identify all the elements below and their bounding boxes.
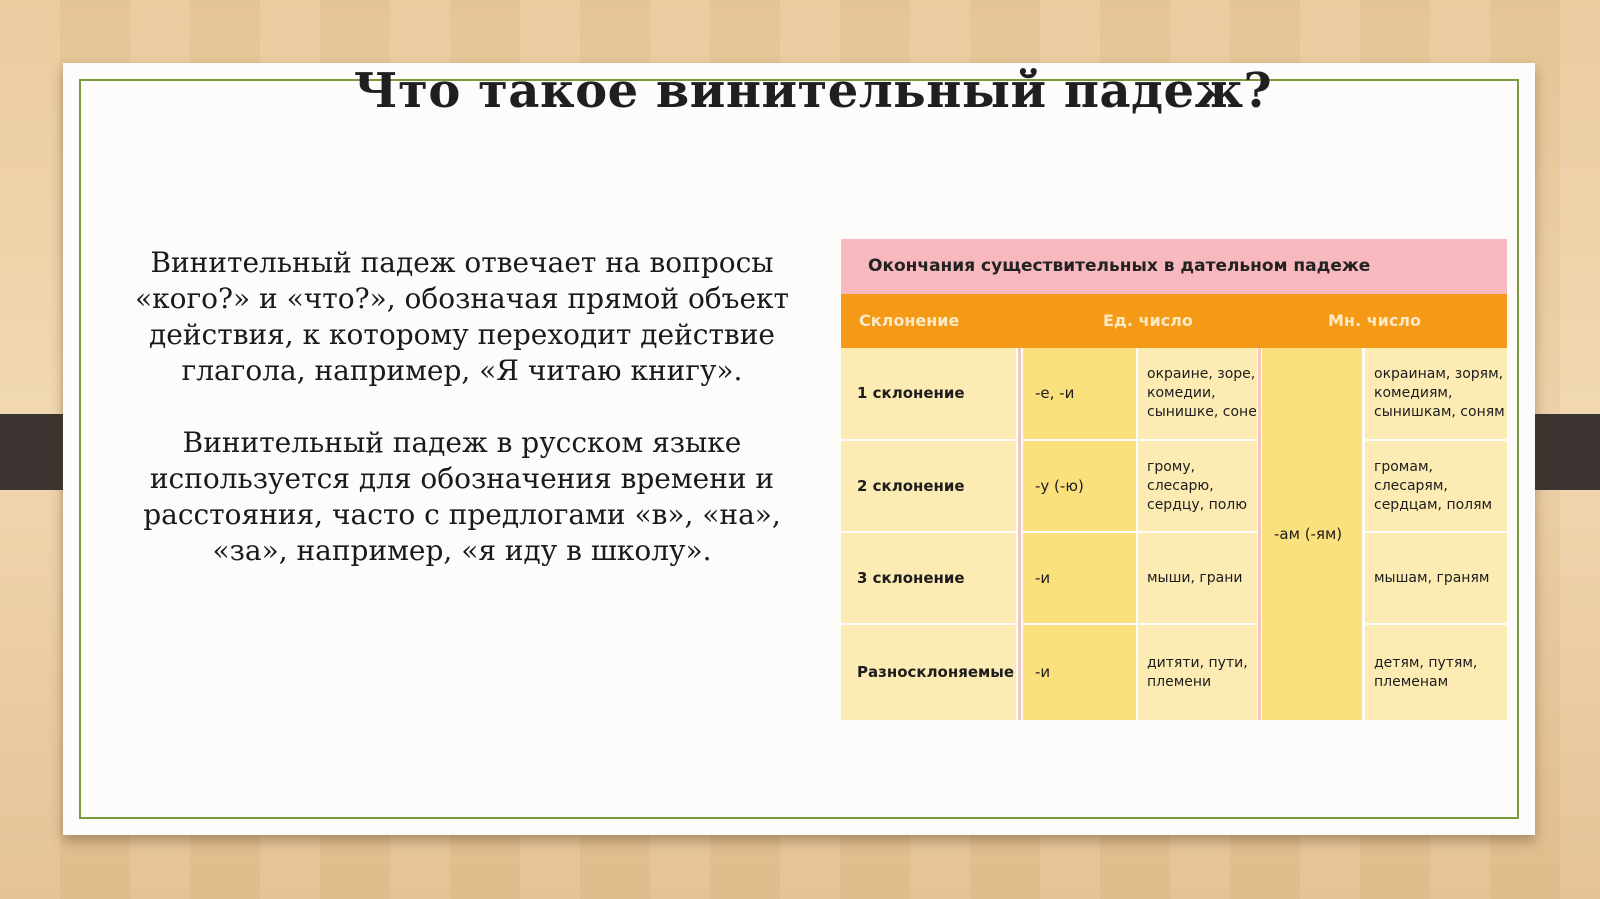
column-header-plural: Мн. число [1328, 311, 1422, 330]
row-3-declension: 3 склонение [841, 533, 1016, 623]
row-1-examples-plural: окраинам, зорям, комедиям, сынишкам, соням [1365, 348, 1507, 439]
column-header-singular: Ед. число [1103, 311, 1193, 330]
endings-table [841, 239, 1507, 720]
column-divider [1258, 348, 1261, 720]
table-column-headers [841, 294, 1507, 348]
row-4-examples-singular: дитяти, пути, племени [1138, 625, 1257, 720]
row-2-examples-plural: громам, слесарям, сердцам, полям [1365, 441, 1507, 531]
slide-card [63, 63, 1535, 835]
row-2-declension: 2 склонение [841, 441, 1016, 531]
row-3-ending: -и [1023, 533, 1136, 623]
paragraph-accusative-questions: Винительный падеж отвечает на вопросы «кого?» и «что?», обозначая прямой объект действия, к которому переходит действие глагола, например, «Я читаю книгу». [134, 246, 790, 387]
slide-title: Что такое винительный падеж? [353, 63, 1273, 119]
plural-ending-merged: -ам (-ям) [1262, 348, 1362, 720]
paragraph-accusative-usage: Винительный падеж в русском языке используется для обозначения времени и расстояния, часто с предлогами «в», «на», «за», например, «я иду в школу». [143, 426, 781, 567]
column-header-declension: Склонение [859, 311, 960, 330]
row-2-ending: -у (-ю) [1023, 441, 1136, 531]
row-1-declension: 1 склонение [841, 348, 1016, 439]
row-4-ending: -и [1023, 625, 1136, 720]
column-divider [1018, 348, 1021, 720]
table-heading: Окончания существительных в дательном падеже [841, 239, 1507, 294]
row-4-declension: Разносклоняемые [841, 625, 1016, 720]
row-2-examples-singular: грому, слесарю, сердцу, полю [1138, 441, 1257, 531]
row-3-examples-plural: мышам, граням [1365, 533, 1507, 623]
row-1-ending: -е, -и [1023, 348, 1136, 439]
row-3-examples-singular: мыши, грани [1138, 533, 1257, 623]
row-1-examples-singular: окраине, зоре, комедии, сынишке, соне [1138, 348, 1257, 439]
row-4-examples-plural: детям, путям, племенам [1365, 625, 1507, 720]
